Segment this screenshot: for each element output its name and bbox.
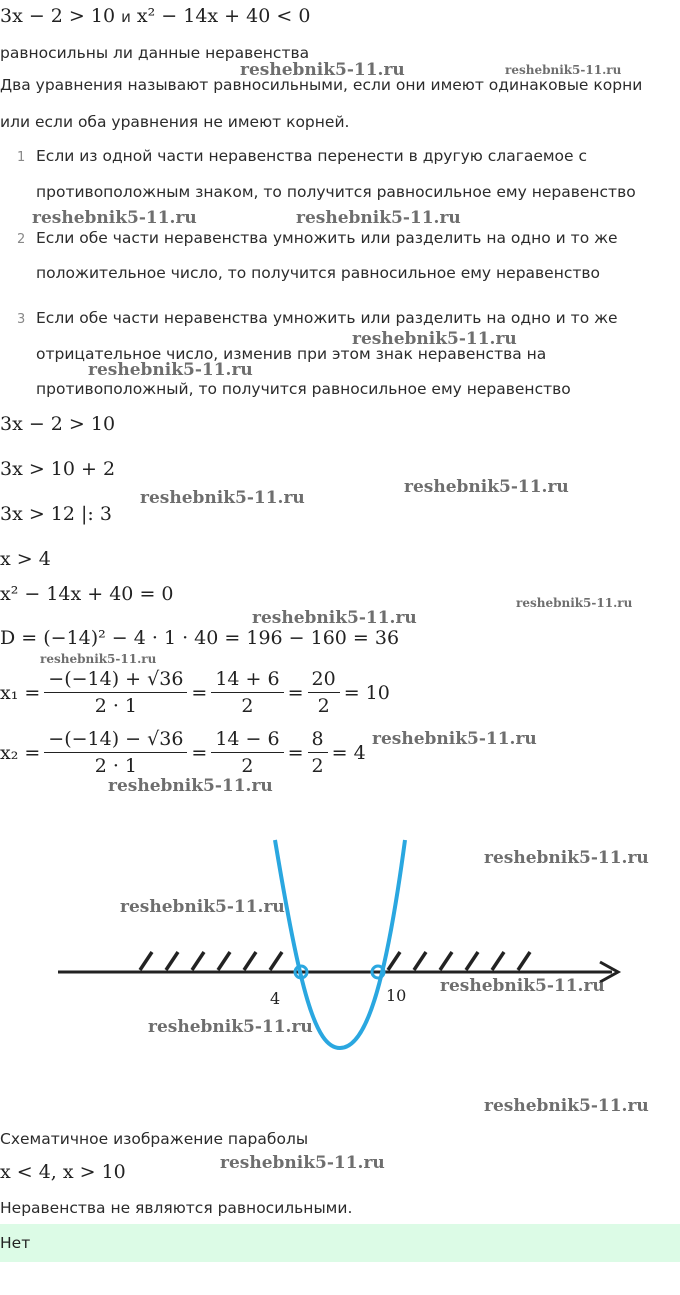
solution-step-2: 3x > 10 + 2 [0,458,116,480]
x2-fraction-1 [44,728,187,777]
x2-label: x₂ = [0,741,41,764]
watermark: reshebnik5-11.ru [505,63,622,77]
graph-caption: Схематичное изображение параболы [0,1130,309,1148]
discriminant-formula: D = (−14)² − 4 · 1 · 40 = 196 − 160 = 36 [0,627,400,649]
watermark: reshebnik5-11.ru [372,729,537,749]
x1-numerator-1: −(−14) + √36 [44,668,187,693]
rule-2-line-2: положительное число, то получится равносильное ему неравенство [36,264,601,282]
x2-numerator-1: −(−14) − √36 [44,728,187,753]
x1-fraction-2 [211,668,283,717]
x2-fraction-3 [308,728,328,777]
rule-3-line-2: отрицательное число, изменив при этом знак неравенства на [36,345,547,363]
watermark: reshebnik5-11.ru [352,329,517,349]
watermark: reshebnik5-11.ru [88,360,253,380]
header-inequalities [0,5,310,27]
rule-2-line-1: Если обе части неравенства умножить или разделить на одно и то же [36,229,618,247]
hatch-right [388,952,530,970]
x1-fraction-1 [44,668,187,717]
x2-numerator-2: 14 − 6 [211,728,283,753]
x2-denominator-3: 2 [311,755,324,777]
inequality-1: 3x − 2 > 10 [0,5,116,27]
root-x1-formula: x₁ = $\frac{-(-14) + √36}{2 \cdot 1}$ = $\frac{14 + 6}{2}$ = $\frac{20}{2}$ = 10 [0,668,390,717]
definition-line-2: или если оба уравнения не имеют корней. [0,113,350,131]
x1-numerator-2: 14 + 6 [211,668,283,693]
rule-3-line-3: противоположный, то получится равносильное ему неравенство [36,380,571,398]
watermark: reshebnik5-11.ru [120,897,285,917]
x1-fraction-3 [308,668,340,717]
watermark: reshebnik5-11.ru [148,1017,313,1037]
root-label-10: 10 [386,986,407,1005]
solution-step-4: x > 4 [0,548,51,570]
root-x2-formula: x₂ = $\frac{-(-14) - √36}{2 \cdot 1}$ = $\frac{14 - 6}{2}$ = $\frac{8}{2}$ = 4 [0,728,366,777]
answer-box [0,1224,680,1262]
watermark: reshebnik5-11.ru [240,60,405,80]
question-text: равносильны ли данные неравенства [0,44,310,62]
solution-step-1: 3x − 2 > 10 [0,413,116,435]
x1-denominator-2: 2 [241,695,254,717]
watermark: reshebnik5-11.ru [220,1153,385,1173]
watermark: reshebnik5-11.ru [40,652,157,666]
conclusion-text: Неравенства не являются равносильными. [0,1199,353,1217]
rule-number-3: 3 [17,312,26,327]
inequality-2: x² − 14x + 40 < 0 [136,5,311,27]
solution-step-3: 3x > 12 |: 3 [0,503,112,525]
rule-1-line-1: Если из одной части неравенства перенести в другую слагаемое с [36,147,588,165]
solution-step-5: x² − 14x + 40 = 0 [0,583,174,605]
x2-result: = 4 [331,741,366,764]
rule-3-line-1: Если обе части неравенства умножить или разделить на одно и то же [36,309,618,327]
answer-text: Нет [0,1234,31,1252]
x1-label: x₁ = [0,681,41,704]
watermark: reshebnik5-11.ru [140,488,305,508]
watermark: reshebnik5-11.ru [484,1096,649,1116]
connector-word: и [121,8,131,26]
interval-result: x < 4, x > 10 [0,1161,126,1183]
x2-denominator-1: 2 · 1 [94,755,137,777]
x1-result: = 10 [343,681,390,704]
watermark: reshebnik5-11.ru [108,776,273,796]
watermark: reshebnik5-11.ru [440,976,605,996]
rule-number-1: 1 [17,150,26,165]
watermark: reshebnik5-11.ru [296,208,461,228]
x1-denominator-1: 2 · 1 [94,695,137,717]
hatch-left [140,952,282,970]
root-label-4: 4 [270,989,281,1008]
x1-denominator-3: 2 [317,695,330,717]
definition-line-1: Два уравнения называют равносильными, если они имеют одинаковые корни [0,76,643,94]
rule-1-line-2: противоположным знаком, то получится равносильное ему неравенство [36,183,636,201]
rule-number-2: 2 [17,232,26,247]
watermark: reshebnik5-11.ru [516,596,633,610]
x2-numerator-3: 8 [308,728,328,753]
x1-numerator-3: 20 [308,668,340,693]
watermark: reshebnik5-11.ru [484,848,649,868]
x2-fraction-2 [211,728,283,777]
watermark: reshebnik5-11.ru [404,477,569,497]
watermark: reshebnik5-11.ru [252,608,417,628]
watermark: reshebnik5-11.ru [32,208,197,228]
x2-denominator-2: 2 [241,755,254,777]
